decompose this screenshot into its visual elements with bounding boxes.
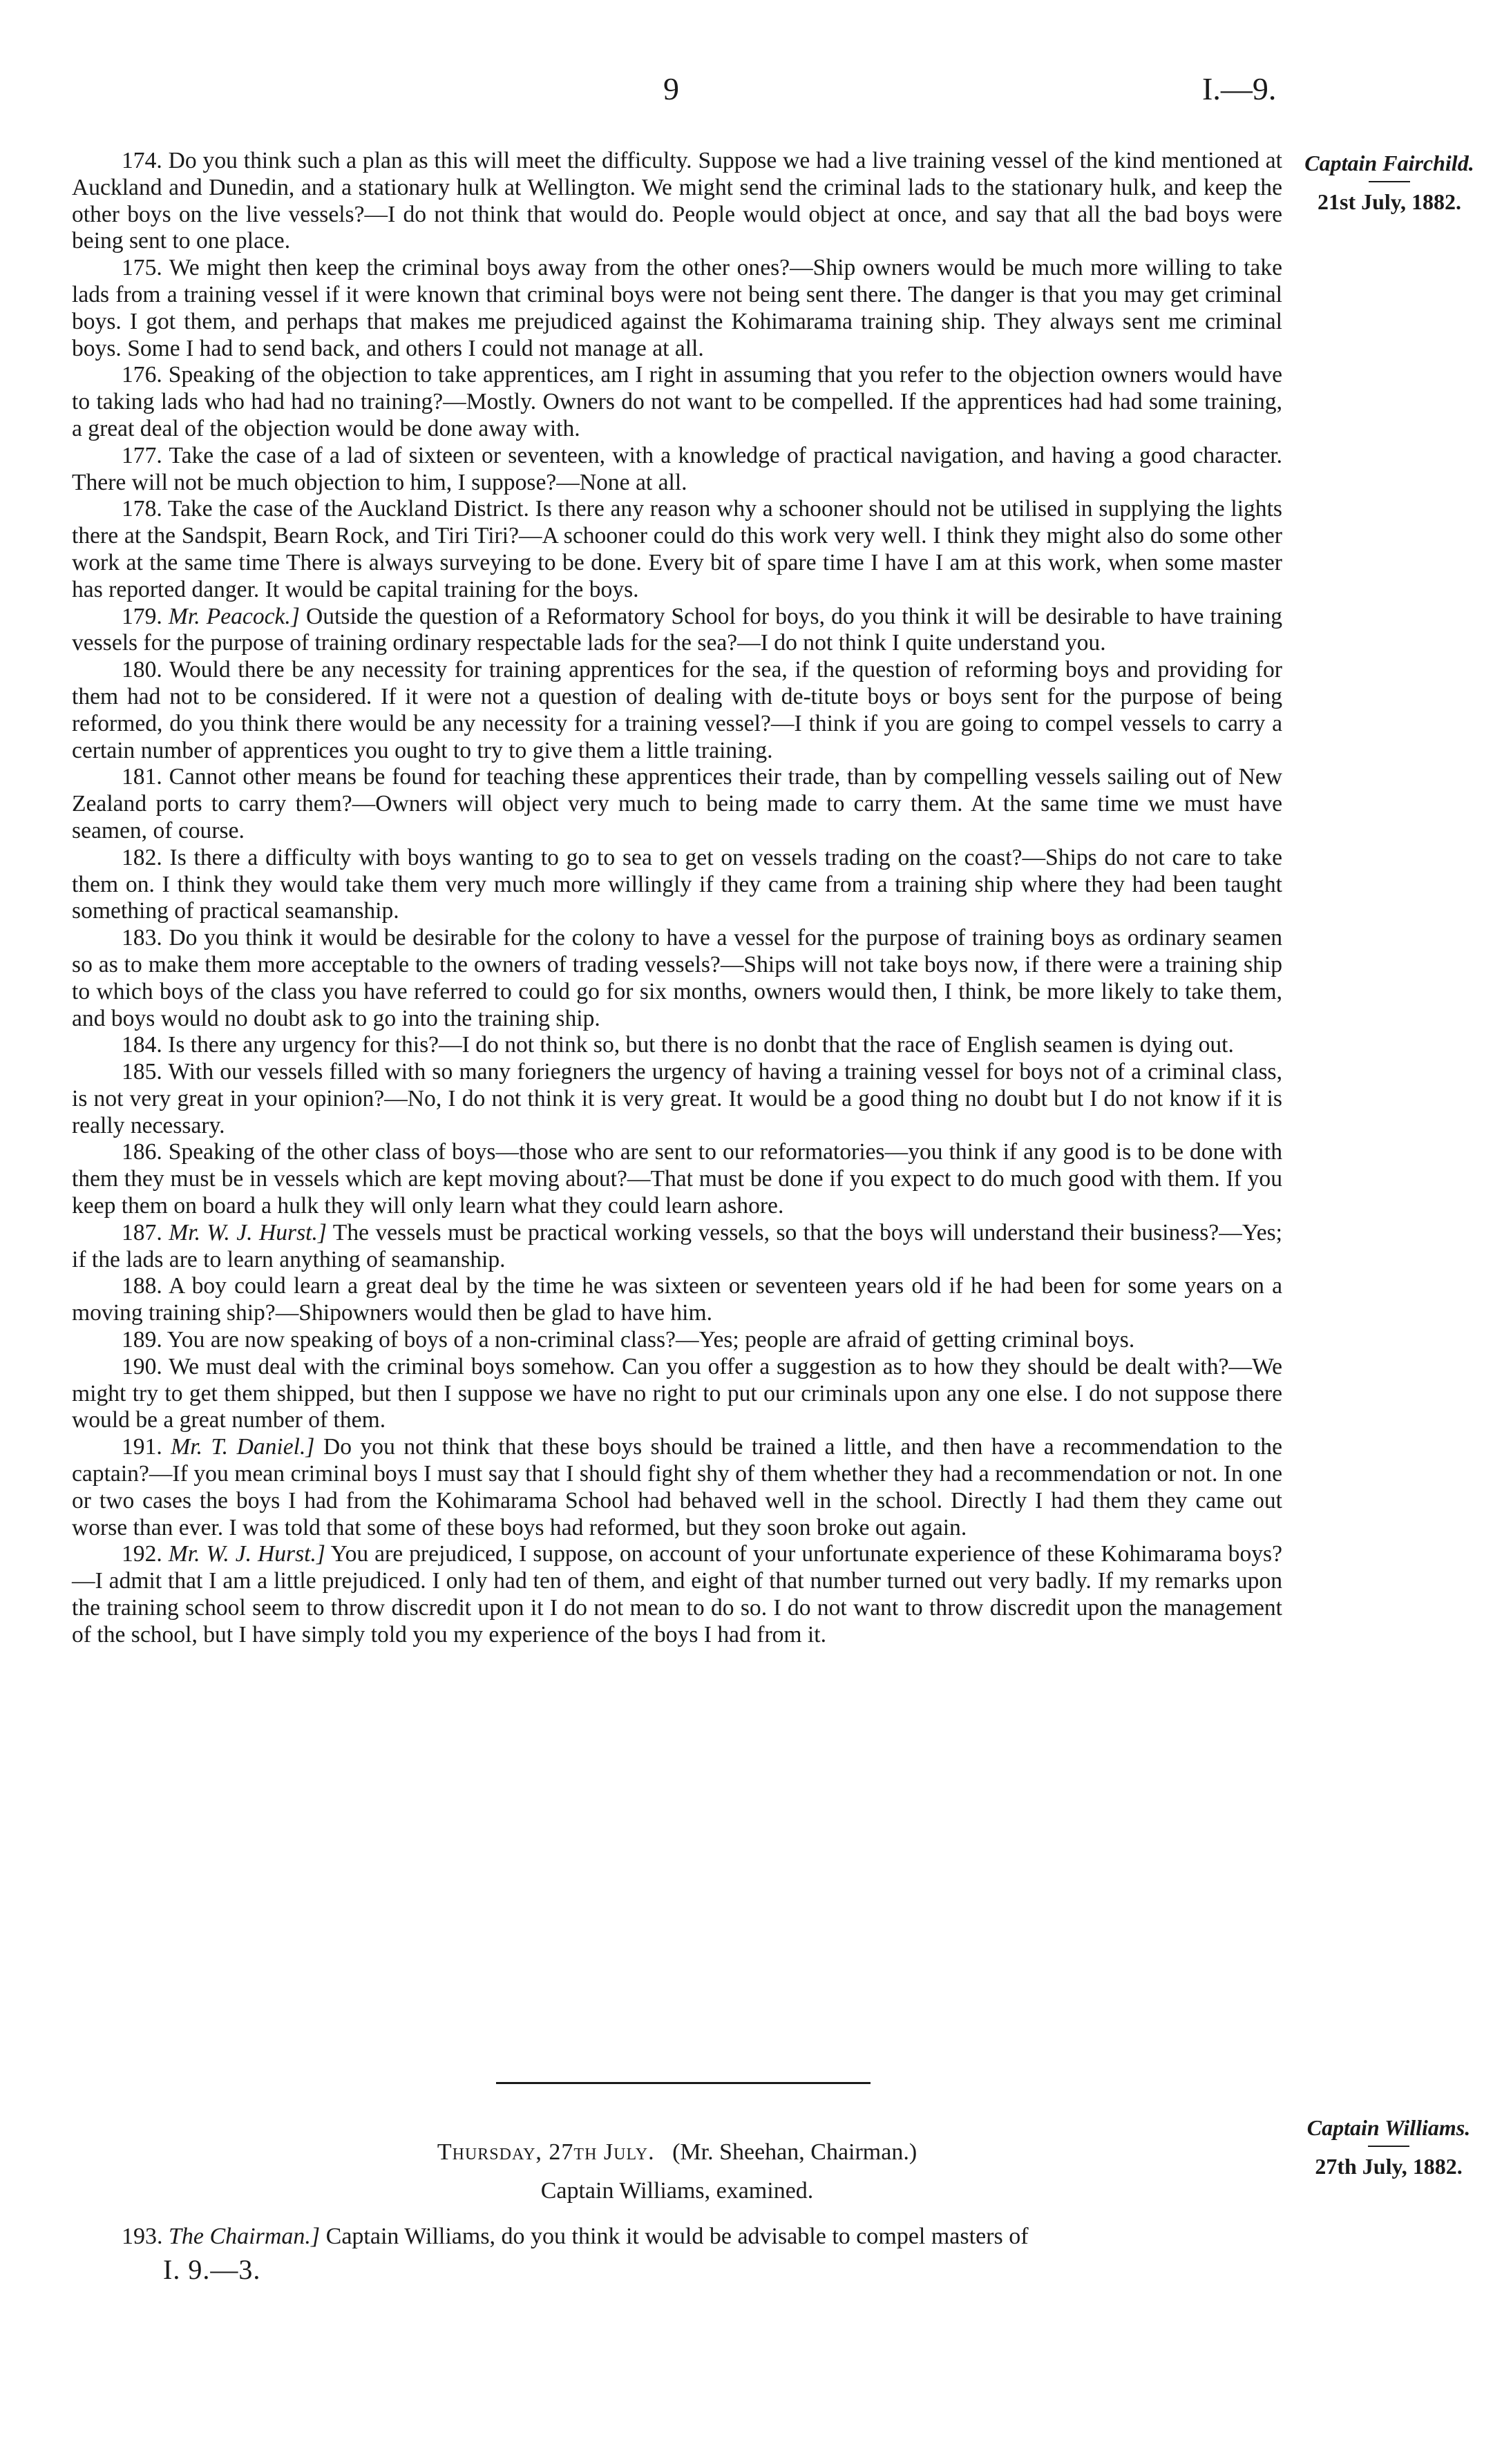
paragraph-177: 177. Take the case of a lad of sixteen or seventeen, with a knowledge of practical navigation, and having a good character. There will not be much objection to him, I suppose?—None at all. — [72, 442, 1282, 495]
paragraph-179: 179. Mr. Peacock.] Outside the question of a Reformatory School for boys, do you think it will be desirable to have training vessels for the purpose of training ordinary respectable lads for the sea?—I do not think I quite understand you. — [72, 603, 1282, 656]
paragraph-188: 188. A boy could learn a great deal by the time he was sixteen or seventeen years old if he had been for some years on a moving training ship?—Shipowners would then be glad to have him. — [72, 1273, 1282, 1326]
paragraph-183: 183. Do you think it would be desirable for the colony to have a vessel for the purpose of training boys as ordinary seamen so as to make them more acceptable to the owners of trading vessels?—Ships will not take boys now, if there were a training ship to which boys of the class you have referred to could go for six months, owners would then, I think, be more likely to take them, and boys would no doubt ask to go into the training ship. — [72, 925, 1282, 1031]
margin-note-name: Captain Williams. — [1306, 2115, 1471, 2140]
page-number: 9 — [663, 71, 679, 106]
paragraph-178: 178. Take the case of the Auckland District. Is there any reason why a schooner should not be utilised in supplying the lights there at the Sandspit, Bearn Rock, and Tiri Tiri?—A schooner could do this work very well. I think they might also do some other work at the same time There is always surveying to be done. Every bit of spare time I have I am at this work, when some master has reported danger. It would be capital training for the boys. — [72, 496, 1282, 602]
paragraph-189: 189. You are now speaking of boys of a non-criminal class?—Yes; people are afraid of getting criminal boys. — [122, 1327, 1135, 1353]
paragraph-175: 175. We might then keep the criminal boys away from the other ones?—Ship owners would be much more willing to take lads from a training vessel if it were known that criminal boys were not being sent there. The danger is that you may get criminal boys. I got them, and perhaps that makes me prejudiced against the Kohimarama training ship. They always sent me criminal boys. Some I had to send back, and others I could not manage at all. — [72, 255, 1282, 361]
page-reference: I.—9. — [1202, 71, 1277, 106]
paragraph-174: 174. Do you think such a plan as this will meet the difficulty. Suppose we had a live training vessel of the kind mentioned at Auckland and Dunedin, and a stationary hulk at Wellington. We might send the criminal lads to the stationary hulk, and keep the other boys on the live vessels?—I do not think that would do. People would object at once, and say that all the bad boys were being sent to one place. — [72, 148, 1282, 254]
evidence-body — [72, 148, 1282, 1649]
margin-note-rule — [1368, 2146, 1409, 2147]
margin-note-date: 21st July, 1882. — [1317, 189, 1462, 214]
paragraph-187: 187. Mr. W. J. Hurst.] The vessels must be practical working vessels, so that the boys will understand their business?—Yes; if the lads are to learn anything of seamanship. — [72, 1219, 1283, 1272]
printer-signature: I. 9.—3. — [163, 2254, 261, 2285]
margin-note-witness-2 — [1299, 2114, 1478, 2180]
paragraph-190: 190. We must deal with the criminal boys somehow. Can you offer a suggestion as to how they should be dealt with?—We might try to get them shipped, but then I suppose we have no right to put our criminals upon any one else. I do not suppose there would be a great number of them. — [72, 1353, 1282, 1433]
margin-note-witness-1 — [1289, 149, 1490, 216]
paragraph-192: 192. Mr. W. J. Hurst.] You are prejudiced, I suppose, on account of your unfortunate experience of these Kohimarama boys?—I admit that I am a little prejudiced. I only had ten of them, and eight of that number turned out very badly. If my remarks upon the training school seem to throw discredit upon it I do not mean to do so. I do not want to throw discredit upon the management of the school, but I have simply told you my experience of the boys I had from it. — [72, 1541, 1283, 1648]
witness-line — [72, 2177, 1282, 2205]
margin-note-date: 27th July, 1882. — [1315, 2154, 1463, 2179]
session-heading — [72, 2139, 1282, 2166]
paragraph-185: 185. With our vessels filled with so many foriegners the urgency of having a training vessel for boys not of a criminal class, is not very great in your opinion?—No, I do not think it is very great. It would be a good thing no doubt but I do not know if it is really necessary. — [72, 1059, 1282, 1138]
paragraph-184: 184. Is there any urgency for this?—I do not think so, but there is no donbt that the race of English seamen is dying out. — [122, 1032, 1234, 1058]
paragraph-182: 182. Is there a difficulty with boys wanting to go to sea to get on vessels trading on the coast?—Ships do not care to take them on. I think they would take them very much more willingly if they came from a training ship where they had been taught something of practical seamanship. — [72, 844, 1282, 924]
paragraph-193: 193. The Chairman.] Captain Williams, do you think it would be advisable to compel masters of — [122, 2224, 1029, 2249]
session-day: Thursday, 27th July. — [437, 2139, 655, 2165]
margin-note-rule — [1369, 181, 1410, 182]
paragraph-180: 180. Would there be any necessity for training apprentices for the sea, if the question of reforming boys and providing for them had not to be considered. If it were not a question of dealing with de-titute boys or boys sent for the purpose of being reformed, do you think there would be any necessity for a training vessel?—I think if you are going to compel vessels to carry a certain number of apprentices you ought to try to give them a little training. — [72, 657, 1282, 763]
paragraph-191: 191. Mr. T. Daniel.] Do you not think that these boys should be trained a little, and then have a recommendation to the captain?—If you mean criminal boys I must say that I should fight shy of them whether they had a recommendation or not. In one or two cases the boys I had from the Kohimarama School had behaved well in the school. Directly I had them they came out worse than ever. I was told that some of these boys had reformed, but they soon broke out again. — [72, 1434, 1282, 1540]
session-chair: (Mr. Sheehan, Chairman.) — [672, 2139, 917, 2165]
paragraph-176: 176. Speaking of the objection to take apprentices, am I right in assuming that you refer to the objection owners would have to taking lads who had had no training?—Mostly. Owners do not want to be compelled. If the apprentices had had some training, a great deal of the objection would be done away with. — [72, 362, 1282, 441]
section-divider — [496, 2082, 871, 2084]
witness-name: Captain Williams, examined. — [540, 2178, 814, 2204]
margin-note-name: Captain Fairchild. — [1304, 151, 1474, 175]
paragraph-181: 181. Cannot other means be found for teaching these apprentices their trade, than by compelling vessels sailing out of New Zealand ports to carry them?—Owners will object very much to being made to carry them. At the same time we must have seamen, of course. — [72, 764, 1282, 843]
paragraph-186: 186. Speaking of the other class of boys—those who are sent to our reformatories—you think if any good is to be done with them they must be in vessels which are kept moving about?—That must be done if you expect to do much good with them. If you keep them on board a hulk they will only learn what they could learn ashore. — [72, 1139, 1282, 1219]
